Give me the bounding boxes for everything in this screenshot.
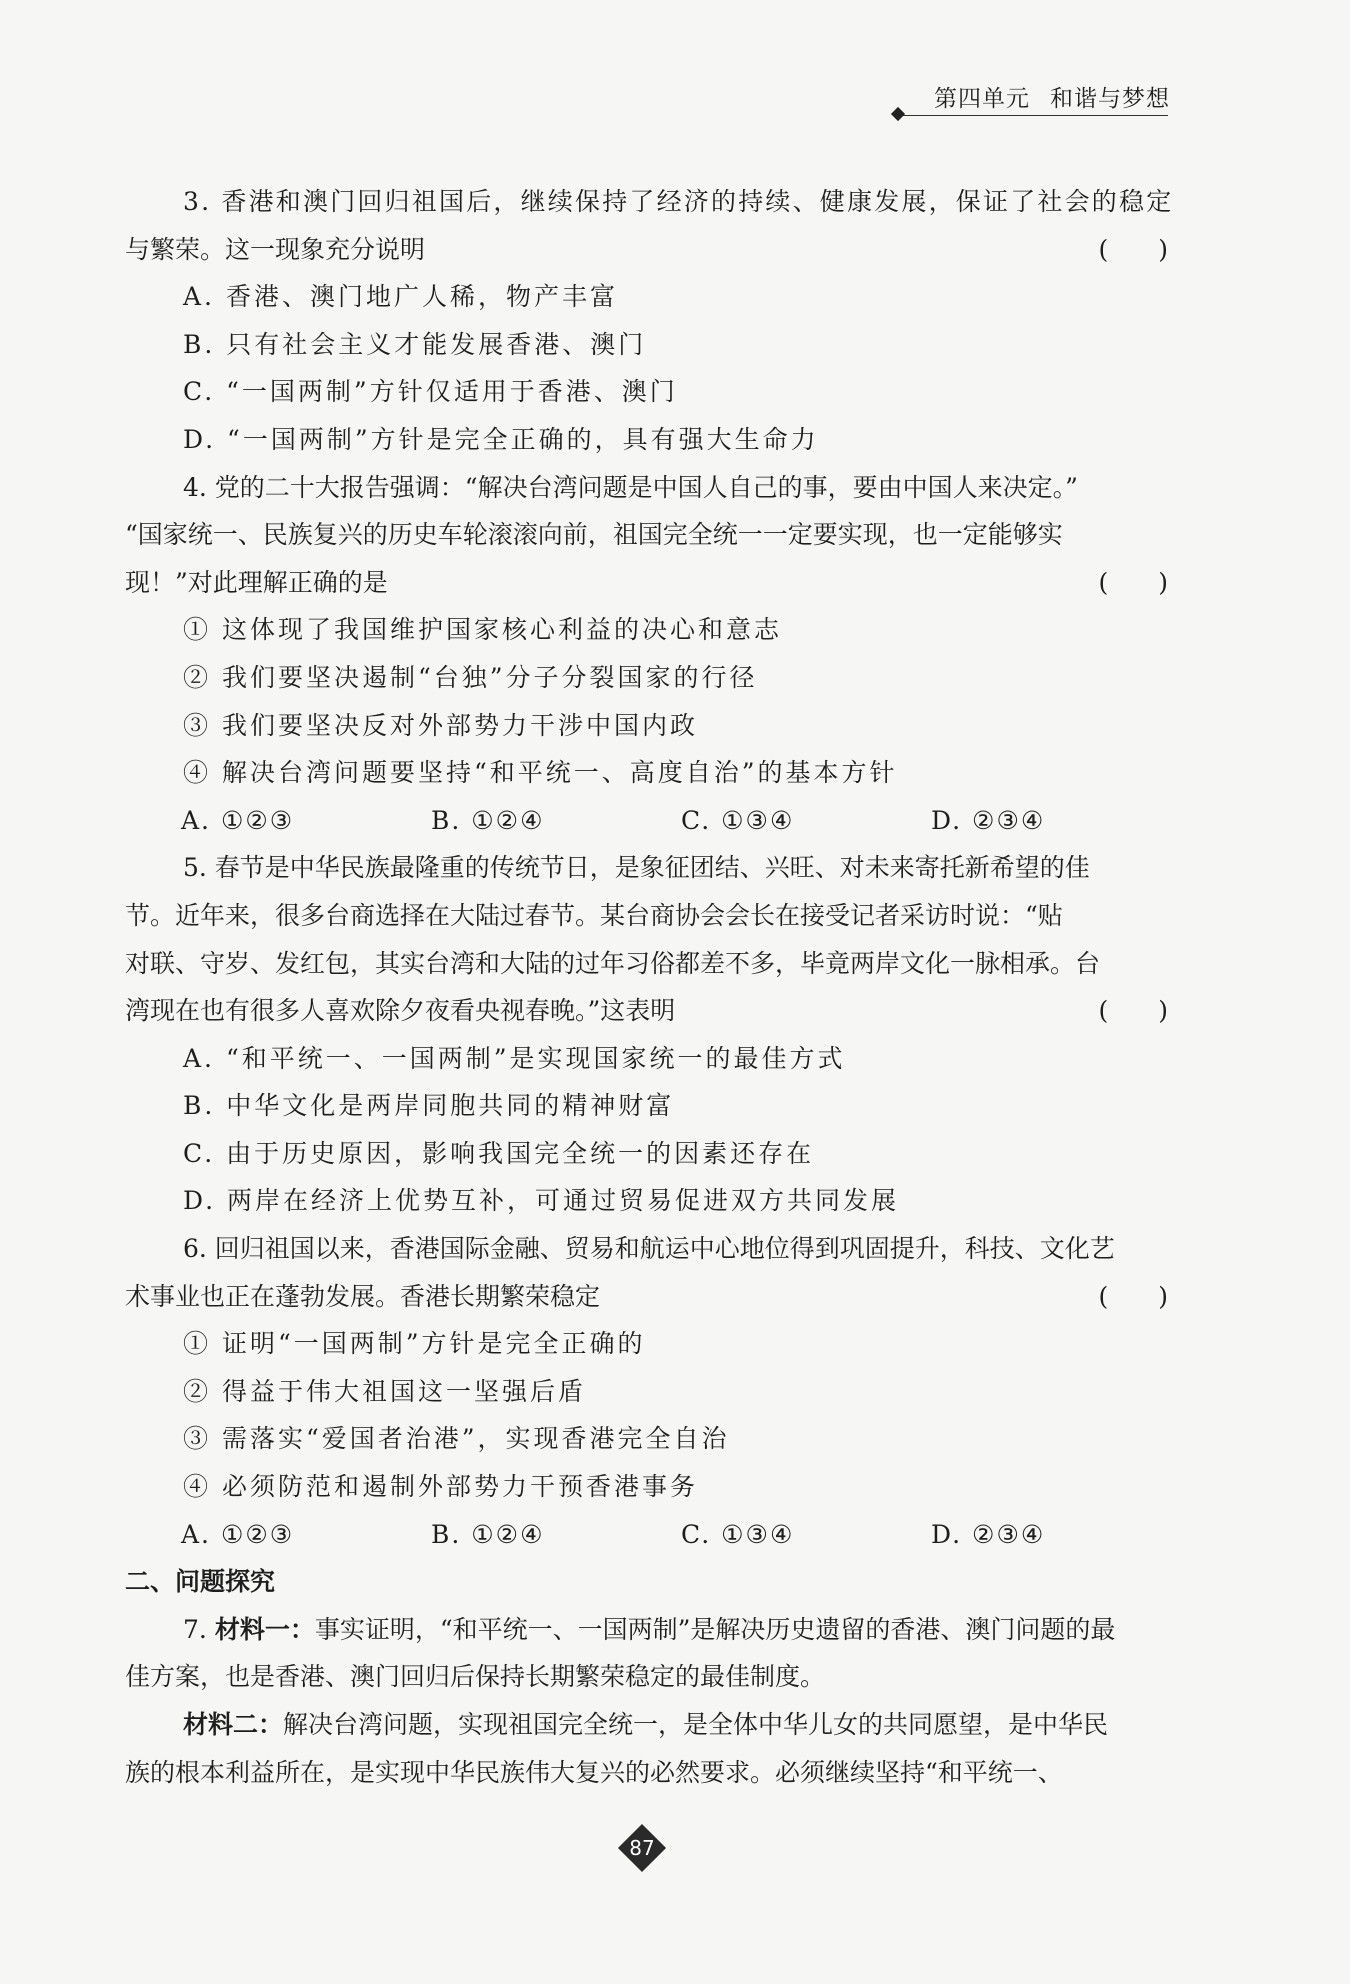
q3-option-c: C. “一国两制”方针仅适用于香港、澳门 xyxy=(183,377,678,407)
q5-stem-text: 湾现在也有很多人喜欢除夕夜看央视春晚。”这表明 xyxy=(125,996,676,1026)
q6-choice-b: B. ①②④ xyxy=(431,1519,545,1549)
page-number: 87 xyxy=(629,1836,655,1860)
q7-number: 7. xyxy=(183,1614,215,1644)
q4-choice-b: B. ①②④ xyxy=(431,805,545,835)
q4-choice-c: C. ①③④ xyxy=(681,805,795,835)
q6-choice-c: C. ①③④ xyxy=(681,1519,795,1549)
q3-option-d: D. “一国两制”方针是完全正确的，具有强大生命力 xyxy=(183,424,819,454)
header-diamond-icon xyxy=(891,107,905,121)
q6-statement-4: ④ 必须防范和遏制外部势力干预香港事务 xyxy=(183,1472,698,1502)
q3-stem-line2 xyxy=(125,226,1170,274)
section-title: 二、问题探究 xyxy=(125,1567,276,1597)
q6-choice-a: A. ①②③ xyxy=(181,1519,295,1549)
q4-answer-paren: ( ) xyxy=(1098,567,1168,597)
q7-material1-line2: 佳方案，也是香港、澳门回归后保持长期繁荣稳定的最佳制度。 xyxy=(125,1662,826,1692)
q5-option-b: B. 中华文化是两岸同胞共同的精神财富 xyxy=(183,1091,675,1121)
header-rule xyxy=(900,115,1168,116)
q7-material2-line1 xyxy=(125,1701,1170,1749)
q6-choice-d: D. ②③④ xyxy=(931,1519,1046,1549)
q7-material2-line2: 族的根本利益所在，是实现中华民族伟大复兴的必然要求。必须继续坚持“和平统一、 xyxy=(125,1757,1063,1787)
q3-option-b: B. 只有社会主义才能发展香港、澳门 xyxy=(183,329,647,359)
q3-stem-line1: 3. 香港和澳门回归祖国后，继续保持了经济的持续、健康发展，保证了社会的稳定 xyxy=(183,187,1174,216)
q3-option-a: A. 香港、澳门地广人稀，物产丰富 xyxy=(183,282,618,312)
q5-stem-line3: 对联、守岁、发红包，其实台湾和大陆的过年习俗都差不多，毕竟两岸文化一脉相承。台 xyxy=(125,948,1101,978)
running-header xyxy=(900,80,1170,114)
q5-stem-line1: 5. 春节是中华民族最隆重的传统节日，是象征团结、兴旺、对未来寄托新希望的佳 xyxy=(183,853,1090,883)
q5-answer-paren: ( ) xyxy=(1098,996,1168,1026)
q5-stem-line4 xyxy=(125,987,1170,1035)
q7-material1-text: 事实证明，“和平统一、一国两制”是解决历史遗留的香港、澳门问题的最 xyxy=(314,1614,1116,1644)
q4-statement-4: ④ 解决台湾问题要坚持“和平统一、高度自治”的基本方针 xyxy=(183,758,898,788)
q4-stem-line1: 4. 党的二十大报告强调：“解决台湾问题是中国人自己的事，要由中国人来决定。” xyxy=(183,472,1078,502)
page-number-badge xyxy=(618,1824,666,1872)
q4-choice-a: A. ①②③ xyxy=(181,805,295,835)
q4-stem-line3 xyxy=(125,559,1170,607)
q6-stem-line2 xyxy=(125,1273,1170,1321)
header-text xyxy=(934,80,1170,113)
q7-material1-label: 材料一： xyxy=(214,1614,315,1644)
q4-stem-line2: “国家统一、民族复兴的历史车轮滚滚向前，祖国完全统一一定要实现，也一定能够实 xyxy=(125,520,1063,550)
q4-choices xyxy=(125,797,1170,845)
q4-stem-text: 现！”对此理解正确的是 xyxy=(125,567,388,597)
q7-material2-text: 解决台湾问题，实现祖国完全统一，是全体中华儿女的共同愿望，是中华民 xyxy=(283,1710,1109,1739)
q6-choices xyxy=(125,1511,1170,1559)
q5-option-d: D. 两岸在经济上优势互补，可通过贸易促进双方共同发展 xyxy=(183,1186,900,1216)
q7-material2-label: 材料二： xyxy=(183,1710,284,1739)
q3-stem-text: 与繁荣。这一现象充分说明 xyxy=(125,234,426,264)
q4-statement-2: ② 我们要坚决遏制“台独”分子分裂国家的行径 xyxy=(183,662,758,692)
header-unit: 第四单元 xyxy=(934,86,1030,112)
q4-choice-d: D. ②③④ xyxy=(931,805,1046,835)
q6-stem-text: 术事业也正在蓬勃发展。香港长期繁荣稳定 xyxy=(125,1281,601,1311)
q4-statement-3: ③ 我们要坚决反对外部势力干涉中国内政 xyxy=(183,710,698,740)
q5-option-c: C. 由于历史原因，影响我国完全统一的因素还存在 xyxy=(183,1138,815,1168)
q6-stem-line1: 6. 回归祖国以来，香港国际金融、贸易和航运中心地位得到巩固提升，科技、文化艺 xyxy=(183,1234,1115,1264)
q5-stem-line2: 节。近年来，很多台商选择在大陆过春节。某台商协会会长在接受记者采访时说：“贴 xyxy=(125,900,1063,930)
q7-material1-line1 xyxy=(125,1606,1170,1654)
q6-answer-paren: ( ) xyxy=(1098,1281,1168,1311)
page-content xyxy=(125,178,1174,1796)
q3-answer-paren: ( ) xyxy=(1098,234,1168,264)
header-title: 和谐与梦想 xyxy=(1050,86,1170,112)
q5-option-a: A. “和平统一、一国两制”是实现国家统一的最佳方式 xyxy=(183,1043,846,1073)
q6-statement-1: ① 证明“一国两制”方针是完全正确的 xyxy=(183,1329,646,1359)
q6-statement-3: ③ 需落实“爱国者治港”，实现香港完全自治 xyxy=(183,1424,730,1454)
q6-statement-2: ② 得益于伟大祖国这一坚强后盾 xyxy=(183,1376,586,1406)
q4-statement-1: ① 这体现了我国维护国家核心利益的决心和意志 xyxy=(183,615,782,645)
